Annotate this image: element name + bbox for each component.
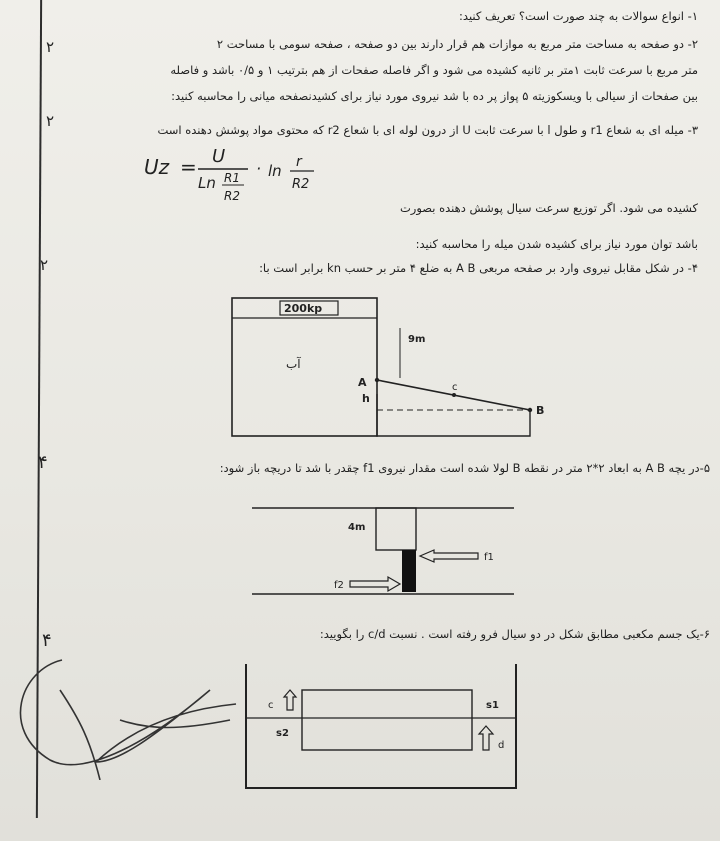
arrow-f1 [420, 550, 478, 562]
height-label: 9m [408, 334, 426, 345]
question-2-score: ۲ [46, 38, 55, 56]
question-2-line-2: متر مربع با سرعت ثابت ۱متر بر ثانیه کشیده می شود و اگر فاصله صفحات از هم بترتیب ۱ و ۰/۵ باشد و فاصله [170, 63, 698, 77]
velocity-formula [140, 144, 360, 210]
question-1-text: ۱- انواع سوالات به چند صورت است؟ تعریف کنید: [459, 9, 698, 23]
formula-lhs: Uz [144, 155, 170, 179]
formula-rhs-ln: ln [268, 162, 282, 180]
label-a: A [358, 376, 367, 389]
gate-figure [248, 500, 518, 600]
question-5-text: ۵-در یچه A B به ابعاد ۲*۲ متر در نقطه B لولا شده است مقدار نیروی f1 چقدر با شد تا دریچه باز شود: [219, 461, 710, 475]
formula-rhs-numerator: r [296, 154, 302, 170]
formula-denominator-frac-num: R1 [224, 171, 240, 185]
tank-figure [224, 294, 564, 444]
question-3-line-3: باشد توان مورد نیاز برای کشیده شدن میله را محاسبه کنید: [415, 237, 698, 251]
water-label: آب [286, 357, 301, 371]
question-2-line-1: ۲- دو صفحه به مساحت متر مربع به موازات هم قرار دارند بین دو صفحه ، صفحه سومی با مساحت ۲ [216, 37, 698, 51]
f2-label: f2 [334, 580, 344, 591]
cube-body [302, 690, 472, 750]
question-4-score: ۲ [40, 256, 49, 274]
c-label: c [268, 700, 274, 711]
gate-housing [376, 508, 416, 550]
question-5-score: ۴ [38, 452, 48, 473]
label-b: B [536, 404, 545, 417]
question-2-line-3: بین صفحات از سیالی با ویسکوزیته ۵ پواز پر ده با شد نیروی مورد نیاز برای کشیدنصفحه میانی را محاسبه کنید: [171, 89, 698, 103]
question-3-line-2: کشیده می شود. اگر توزیع سرعت سیال پوشش دهنده بصورت [399, 201, 698, 215]
d-label: d [498, 740, 505, 751]
gate-plate [402, 550, 416, 592]
question-6-score: ۴ [42, 630, 52, 651]
handwritten-signature [0, 630, 250, 780]
pressure-label: 200kp [284, 302, 323, 315]
svg-text:·: · [256, 159, 262, 178]
formula-numerator: U [212, 146, 226, 167]
s2-label: s2 [276, 728, 289, 739]
question-6-text: ۶-یک جسم مکعبی مطابق شکل در دو سیال فرو رفته است . نسبت c/d را بگویید: [319, 627, 710, 641]
question-4-text: ۴- در شکل مقابل نیروی وارد بر صفحه مربعی A B به ضلع ۴ متر بر حسب kn برابر است با: [259, 261, 698, 275]
depth-label: 4m [348, 522, 366, 533]
tank-outline [232, 298, 377, 436]
arrow-f2 [350, 577, 400, 591]
f1-label: f1 [484, 552, 494, 563]
cube-figure [240, 660, 530, 796]
label-c: c [452, 382, 458, 393]
question-3-line-1: ۳- میله ای به شعاع r1 و طول l با سرعت ثابت U از درون لوله ای با شعاع r2 که محتوی مواد پوشش دهنده است [157, 123, 698, 137]
s1-label: s1 [486, 700, 499, 711]
formula-denominator-frac-den: R2 [224, 189, 240, 203]
formula-rhs-denominator: R2 [292, 177, 310, 192]
svg-text:=: = [180, 155, 197, 179]
formula-denominator-ln: Ln [198, 174, 216, 192]
arrow-d [479, 726, 493, 750]
arrow-c [284, 690, 296, 710]
label-h: h [362, 392, 370, 405]
question-3-score: ۲ [46, 112, 55, 130]
